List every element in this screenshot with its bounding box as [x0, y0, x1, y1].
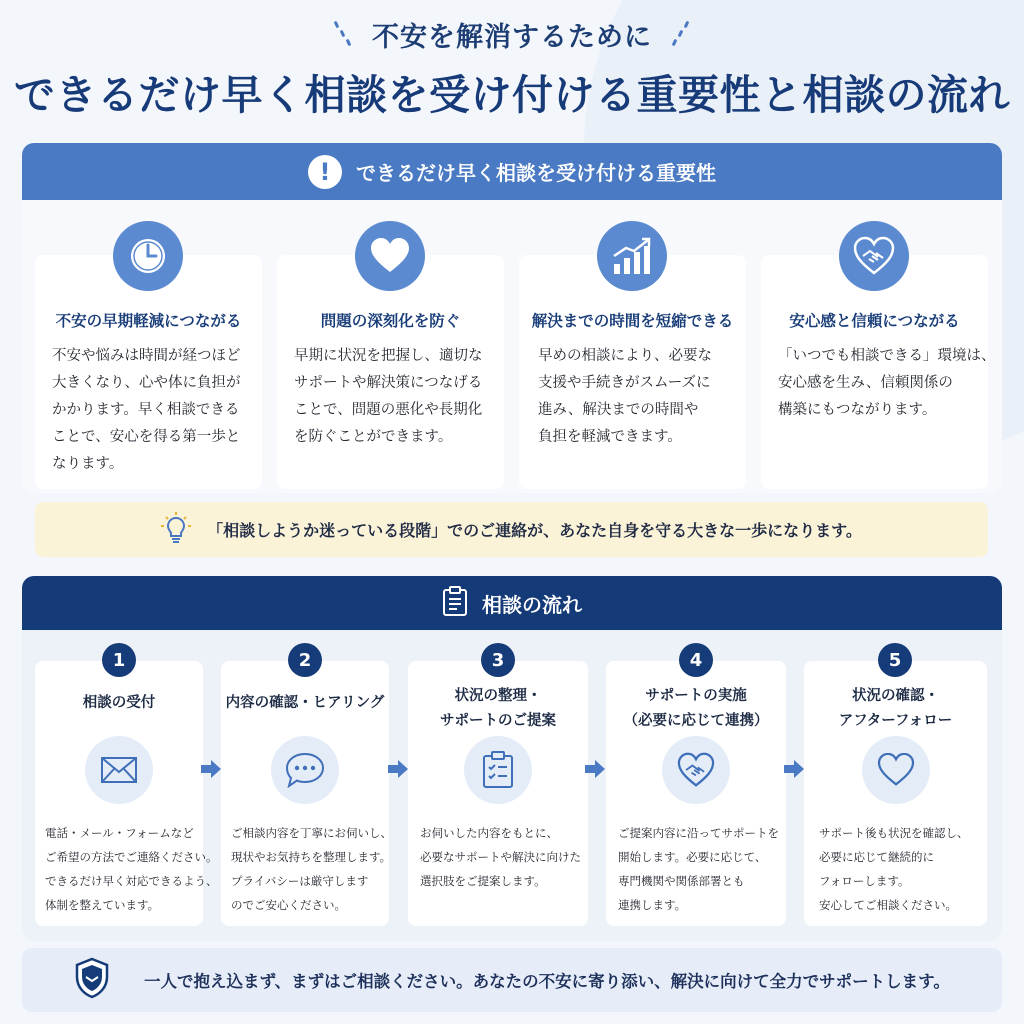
- subtitle-row: [0, 14, 1024, 54]
- arrow-right-icon: [200, 758, 222, 780]
- importance-heading: できるだけ早く相談を受け付ける重要性: [356, 161, 716, 185]
- step-title: 相談の受付: [82, 695, 156, 711]
- arrow-right-icon: [783, 758, 805, 780]
- sparkle-left-icon: [332, 19, 354, 49]
- step-text: ご相談内容を丁寧にお伺いし、 現状やお気持ちを整理します。 プライバシーは厳守します のでご安心ください。: [231, 826, 392, 912]
- tip-text: 「相談しようか迷っている段階」でのご連絡が、あなた自身を守る大きな一歩になります。: [207, 521, 862, 540]
- envelope-icon: [85, 736, 153, 804]
- footer-banner: [22, 948, 1002, 1012]
- footer-text: 一人で抱え込まず、まずはご相談ください。あなたの不安に寄り添い、解決に向けて全力でサポートします。: [144, 972, 950, 991]
- step-text: 電話・メール・フォームなど ご希望の方法でご連絡ください。 できるだけ早く対応できるよう、 体制を整えています。: [45, 826, 218, 912]
- card-text: 「いつでも相談できる」環境は、 安心感を生み、信頼関係の 構築にもつながります。: [778, 348, 996, 418]
- importance-section: [22, 143, 1002, 493]
- card-title: 解決までの時間を短縮できる: [531, 312, 734, 330]
- heart-outline-icon: [862, 736, 930, 804]
- clipboard-icon: [442, 586, 468, 620]
- step-number: 4: [679, 643, 713, 677]
- step-title: サポートの実施 （必要に応じて連携）: [623, 688, 769, 729]
- importance-header: [22, 143, 1002, 200]
- card-title: 安心感と信頼につながる: [789, 312, 960, 330]
- card-text: 早めの相談により、必要な 支援や手続きがスムーズに 進み、解決までの時間や 負担を軽減できます。: [538, 348, 712, 445]
- subtitle: 不安を解消するために: [372, 21, 652, 53]
- growth-chart-icon: [597, 221, 667, 291]
- step-number: 2: [288, 643, 322, 677]
- heart-icon: [355, 221, 425, 291]
- step-text: ご提案内容に沿ってサポートを 開始します。必要に応じて、 専門機関や関係部署とも 連携します。: [618, 826, 779, 912]
- step-text: サポート後も状況を確認し、 必要に応じて継続的に フォローします。 安心してご相談ください。: [819, 826, 969, 912]
- arrow-right-icon: [584, 758, 606, 780]
- clipboard-check-icon: [464, 736, 532, 804]
- step-title: 内容の確認・ヒアリング: [225, 695, 385, 711]
- lightbulb-icon: [161, 512, 191, 548]
- step-text: お伺いした内容をもとに、 必要なサポートや解決に向けた 選択肢をご提案します。: [420, 826, 581, 888]
- step-title: 状況の確認・ アフターフォロー: [838, 688, 953, 729]
- step-title: 状況の整理・ サポートのご提案: [440, 688, 556, 729]
- chat-bubble-icon: [271, 736, 339, 804]
- flow-heading: 相談の流れ: [482, 592, 582, 617]
- card-text: 不安や悩みは時間が経つほど 大きくなり、心や体に負担が かかります。早く相談できる ことで、安心を得る第一歩と なります。: [52, 348, 241, 472]
- sparkle-right-icon: [670, 19, 692, 49]
- step-number: 5: [878, 643, 912, 677]
- step-number: 3: [481, 643, 515, 677]
- card-title: 問題の深刻化を防ぐ: [320, 312, 461, 330]
- flow-header: [22, 576, 1002, 630]
- card-title: 不安の早期軽減につながる: [55, 312, 242, 330]
- exclamation-icon: !: [308, 155, 342, 189]
- flow-section: [22, 576, 1002, 941]
- tip-banner: [35, 502, 988, 557]
- card-text: 早期に状況を把握し、適切な サポートや解決策につなげる ことで、問題の悪化や長期化 を防ぐことができます。: [294, 348, 483, 445]
- clock-icon: [113, 221, 183, 291]
- handshake-heart-icon: [839, 221, 909, 291]
- page-title: できるだけ早く相談を受け付ける重要性と相談の流れ: [14, 71, 1010, 119]
- handshake-heart-icon: [662, 736, 730, 804]
- arrow-right-icon: [387, 758, 409, 780]
- step-number: 1: [102, 643, 136, 677]
- shield-icon: [74, 957, 110, 1003]
